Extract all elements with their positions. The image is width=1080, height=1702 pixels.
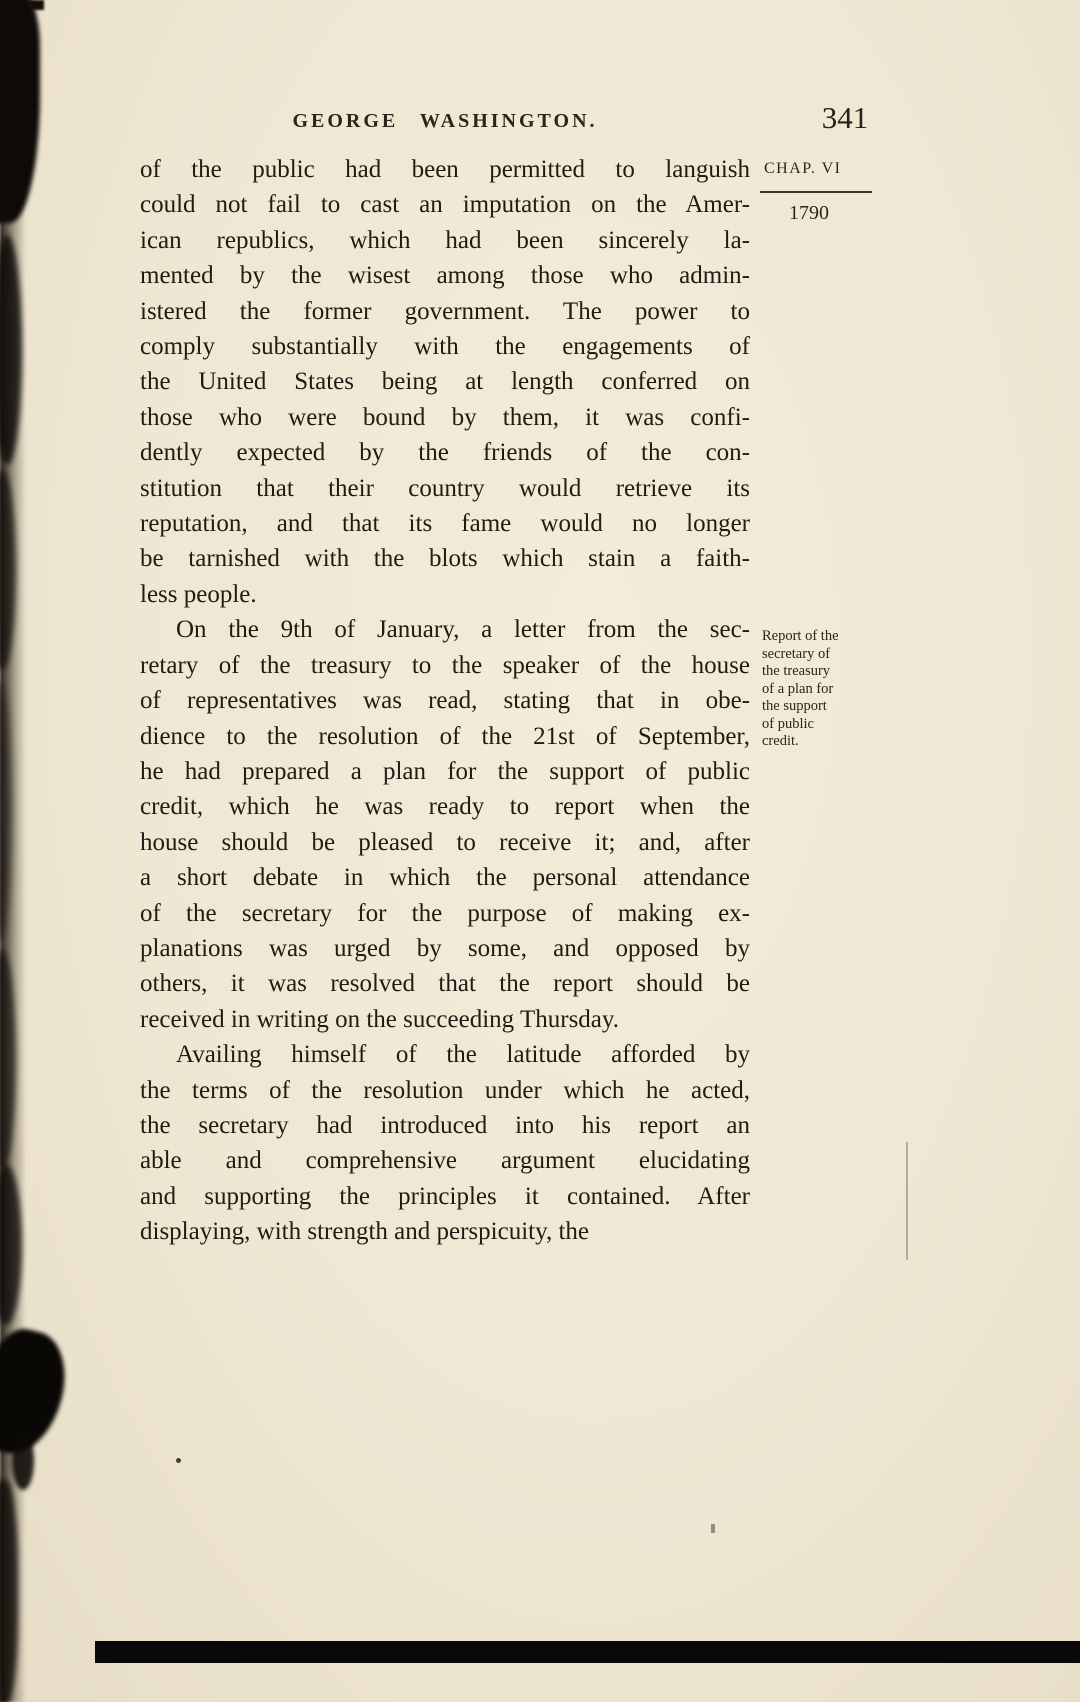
sidenote-divider <box>760 191 872 193</box>
text-line: displaying, with strength and perspicuity, the <box>140 1218 589 1246</box>
scan-speck <box>28 0 44 10</box>
scan-blotch <box>0 235 22 465</box>
text-line: the terms of the resolution under which he acted, <box>140 1076 750 1104</box>
text-line: dience to the resolution of the 21st of September, <box>140 722 750 750</box>
scan-artifact-bar <box>95 1641 1080 1663</box>
text-line: mented by the wisest among those who admin- <box>140 262 750 290</box>
text-line: others, it was resolved that the report should be <box>140 970 750 998</box>
text-line: Availing himself of the latitude afforded by <box>176 1041 750 1069</box>
text-line: On the 9th of January, a letter from the sec- <box>176 616 750 644</box>
chapter-sidenote: CHAP. VI <box>764 160 842 177</box>
text-line: be tarnished with the blots which stain a faith- <box>140 545 750 573</box>
sidenote-line: credit. <box>762 733 799 749</box>
scan-blotch <box>0 950 16 1170</box>
scan-speck <box>176 1458 181 1463</box>
text-line: istered the former government. The power to <box>140 297 750 325</box>
body-text <box>140 152 750 1250</box>
sidenote-line: the support <box>762 698 827 714</box>
text-line: reputation, and that its fame would no longer <box>140 510 750 538</box>
text-line: could not fail to cast an imputation on the Amer- <box>140 191 750 219</box>
sidenote-line: the treasury <box>762 663 831 679</box>
text-line: planations was urged by some, and opposed by <box>140 934 750 962</box>
text-line: those who were bound by them, it was confi- <box>140 403 750 431</box>
scan-speck <box>711 1524 715 1533</box>
text-line: and supporting the principles it contained. After <box>140 1182 750 1210</box>
paragraph <box>140 612 750 1037</box>
running-title: GEORGE WASHINGTON. <box>292 110 598 132</box>
text-line: the United States being at length conferred on <box>140 368 750 396</box>
text-line: dently expected by the friends of the con- <box>140 439 750 467</box>
sidenote-line: of a plan for <box>762 680 834 697</box>
text-line: he had prepared a plan for the support of public <box>140 757 750 785</box>
text-line: house should be pleased to receive it; and, after <box>140 828 750 856</box>
text-line: of representatives was read, stating that in obe- <box>140 687 750 715</box>
scan-blotch <box>0 680 12 940</box>
text-line: of the public had been permitted to languish <box>140 156 750 183</box>
text-line: of the secretary for the purpose of making ex- <box>140 899 750 927</box>
sidenote-line: Report of the <box>762 628 839 644</box>
sidenote-line: secretary of <box>762 645 831 662</box>
text-line: ican republics, which had been sincerely la- <box>140 226 750 254</box>
text-line: retary of the treasury to the speaker of the house <box>140 651 750 679</box>
report-sidenote <box>762 628 884 751</box>
text-line: able and comprehensive argument elucidating <box>140 1147 750 1175</box>
sidenote-line: of public <box>762 715 814 732</box>
paragraph <box>140 1037 750 1249</box>
text-line: less people. <box>140 580 257 608</box>
scan-blotch <box>0 0 40 223</box>
paragraph <box>140 152 750 612</box>
text-line: the secretary had introduced into his report an <box>140 1111 750 1139</box>
scan-blotch <box>0 1165 22 1325</box>
scan-blotch <box>0 1480 18 1702</box>
scan-blotch <box>0 1322 76 1462</box>
text-line: received in writing on the succeeding Thursday. <box>140 1005 620 1033</box>
text-line: a short debate in which the personal attendance <box>140 864 750 892</box>
binding-shadow <box>0 0 26 1702</box>
page-number: 341 <box>821 100 869 135</box>
scan-blotch <box>12 1432 34 1490</box>
text-line: credit, which he was ready to report when the <box>140 793 750 821</box>
text-line: comply substantially with the engagements of <box>140 333 750 361</box>
year-sidenote: 1790 <box>789 202 829 224</box>
text-line: stitution that their country would retrieve its <box>140 474 750 502</box>
scan-blotch <box>0 470 16 670</box>
page-edge-line <box>906 1142 908 1260</box>
